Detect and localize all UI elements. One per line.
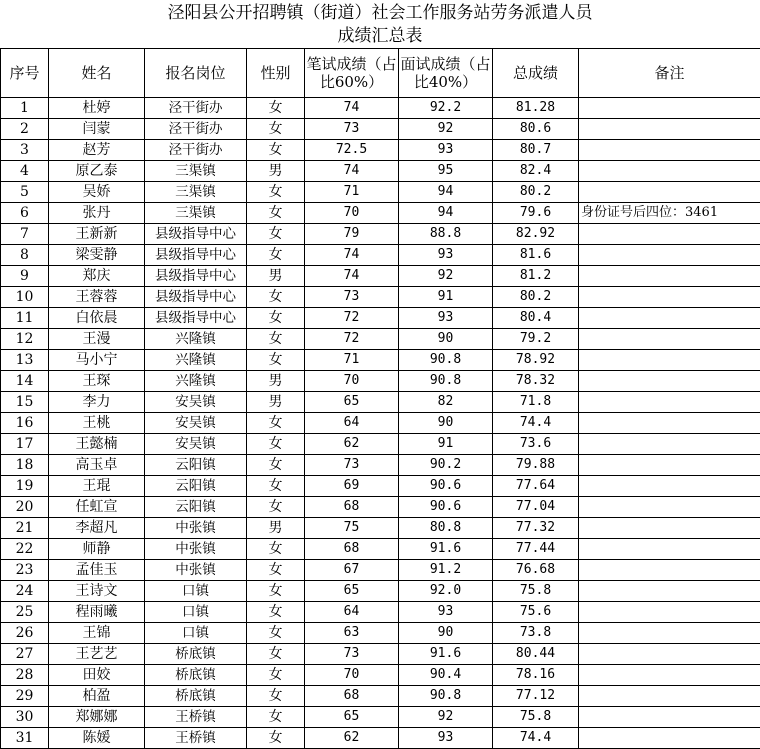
cell-post: 云阳镇 xyxy=(145,455,247,476)
cell-seq: 29 xyxy=(1,686,49,707)
cell-seq: 3 xyxy=(1,140,49,161)
cell-written-score: 75 xyxy=(305,518,399,539)
cell-gender: 女 xyxy=(247,224,305,245)
cell-post: 泾干街办 xyxy=(145,98,247,119)
cell-name: 王漫 xyxy=(49,329,145,350)
cell-written-score: 65 xyxy=(305,392,399,413)
cell-name: 杜婷 xyxy=(49,98,145,119)
cell-total-score: 80.2 xyxy=(493,287,579,308)
cell-seq: 14 xyxy=(1,371,49,392)
table-row xyxy=(1,518,760,539)
cell-name: 王锦 xyxy=(49,623,145,644)
cell-gender: 女 xyxy=(247,329,305,350)
cell-seq: 30 xyxy=(1,707,49,728)
cell-total-score: 71.8 xyxy=(493,392,579,413)
cell-total-score: 75.8 xyxy=(493,581,579,602)
cell-gender: 女 xyxy=(247,686,305,707)
cell-gender: 女 xyxy=(247,140,305,161)
cell-gender: 男 xyxy=(247,518,305,539)
cell-name: 王艺艺 xyxy=(49,644,145,665)
cell-interview-score: 90 xyxy=(399,623,493,644)
cell-post: 县级指导中心 xyxy=(145,308,247,329)
cell-note xyxy=(579,371,760,392)
cell-written-score: 72 xyxy=(305,308,399,329)
table-row xyxy=(1,161,760,182)
cell-gender: 女 xyxy=(247,497,305,518)
table-body xyxy=(1,98,760,749)
cell-note xyxy=(579,140,760,161)
cell-post: 县级指导中心 xyxy=(145,266,247,287)
cell-post: 口镇 xyxy=(145,581,247,602)
cell-gender: 女 xyxy=(247,245,305,266)
cell-written-score: 72 xyxy=(305,329,399,350)
cell-gender: 男 xyxy=(247,392,305,413)
cell-note xyxy=(579,623,760,644)
cell-interview-score: 80.8 xyxy=(399,518,493,539)
cell-interview-score: 93 xyxy=(399,602,493,623)
table-row xyxy=(1,539,760,560)
cell-seq: 15 xyxy=(1,392,49,413)
cell-total-score: 79.6 xyxy=(493,203,579,224)
cell-interview-score: 90.6 xyxy=(399,476,493,497)
cell-name: 王懿楠 xyxy=(49,434,145,455)
cell-seq: 27 xyxy=(1,644,49,665)
cell-interview-score: 93 xyxy=(399,140,493,161)
table-row xyxy=(1,224,760,245)
cell-seq: 4 xyxy=(1,161,49,182)
header-interview-score: 面试成绩（占比40%） xyxy=(399,49,493,98)
cell-written-score: 62 xyxy=(305,728,399,749)
cell-written-score: 68 xyxy=(305,497,399,518)
cell-note xyxy=(579,560,760,581)
cell-name: 任虹宣 xyxy=(49,497,145,518)
cell-seq: 21 xyxy=(1,518,49,539)
cell-written-score: 73 xyxy=(305,455,399,476)
cell-name: 高玉卓 xyxy=(49,455,145,476)
cell-name: 李超凡 xyxy=(49,518,145,539)
cell-gender: 女 xyxy=(247,665,305,686)
cell-interview-score: 90.8 xyxy=(399,686,493,707)
cell-written-score: 70 xyxy=(305,371,399,392)
cell-post: 县级指导中心 xyxy=(145,287,247,308)
cell-interview-score: 93 xyxy=(399,308,493,329)
cell-gender: 男 xyxy=(247,161,305,182)
cell-gender: 男 xyxy=(247,266,305,287)
cell-name: 白依晨 xyxy=(49,308,145,329)
cell-name: 王蓉蓉 xyxy=(49,287,145,308)
cell-total-score: 79.2 xyxy=(493,329,579,350)
cell-seq: 16 xyxy=(1,413,49,434)
cell-written-score: 64 xyxy=(305,602,399,623)
cell-interview-score: 82 xyxy=(399,392,493,413)
cell-written-score: 65 xyxy=(305,581,399,602)
cell-name: 赵芳 xyxy=(49,140,145,161)
cell-note xyxy=(579,581,760,602)
table-row xyxy=(1,644,760,665)
table-row xyxy=(1,434,760,455)
cell-post: 桥底镇 xyxy=(145,644,247,665)
score-summary-table xyxy=(0,48,760,749)
cell-gender: 女 xyxy=(247,560,305,581)
cell-interview-score: 92 xyxy=(399,266,493,287)
table-row xyxy=(1,203,760,224)
cell-seq: 31 xyxy=(1,728,49,749)
cell-seq: 26 xyxy=(1,623,49,644)
cell-name: 师静 xyxy=(49,539,145,560)
header-total-score: 总成绩 xyxy=(493,49,579,98)
cell-interview-score: 94 xyxy=(399,203,493,224)
cell-interview-score: 90.6 xyxy=(399,497,493,518)
header-gender: 性别 xyxy=(247,49,305,98)
cell-total-score: 82.4 xyxy=(493,161,579,182)
cell-gender: 女 xyxy=(247,434,305,455)
cell-total-score: 77.32 xyxy=(493,518,579,539)
table-row xyxy=(1,560,760,581)
cell-gender: 女 xyxy=(247,182,305,203)
cell-name: 梁雯静 xyxy=(49,245,145,266)
cell-note xyxy=(579,350,760,371)
cell-written-score: 65 xyxy=(305,707,399,728)
table-row xyxy=(1,392,760,413)
cell-seq: 1 xyxy=(1,98,49,119)
cell-seq: 12 xyxy=(1,329,49,350)
header-row xyxy=(1,49,760,98)
table-row xyxy=(1,308,760,329)
cell-name: 闫蒙 xyxy=(49,119,145,140)
cell-post: 兴隆镇 xyxy=(145,371,247,392)
cell-interview-score: 93 xyxy=(399,728,493,749)
cell-seq: 23 xyxy=(1,560,49,581)
cell-gender: 女 xyxy=(247,413,305,434)
cell-note xyxy=(579,182,760,203)
cell-written-score: 74 xyxy=(305,161,399,182)
table-row xyxy=(1,266,760,287)
cell-gender: 女 xyxy=(247,707,305,728)
cell-written-score: 79 xyxy=(305,224,399,245)
cell-post: 兴隆镇 xyxy=(145,350,247,371)
cell-seq: 24 xyxy=(1,581,49,602)
table-row xyxy=(1,455,760,476)
cell-seq: 18 xyxy=(1,455,49,476)
table-row xyxy=(1,497,760,518)
cell-written-score: 73 xyxy=(305,644,399,665)
cell-total-score: 78.32 xyxy=(493,371,579,392)
table-row xyxy=(1,476,760,497)
cell-note xyxy=(579,539,760,560)
cell-written-score: 70 xyxy=(305,665,399,686)
cell-gender: 女 xyxy=(247,602,305,623)
cell-written-score: 73 xyxy=(305,119,399,140)
cell-seq: 2 xyxy=(1,119,49,140)
cell-seq: 7 xyxy=(1,224,49,245)
cell-total-score: 75.6 xyxy=(493,602,579,623)
cell-gender: 女 xyxy=(247,581,305,602)
cell-interview-score: 91.6 xyxy=(399,644,493,665)
cell-interview-score: 90.4 xyxy=(399,665,493,686)
cell-interview-score: 90 xyxy=(399,329,493,350)
cell-name: 王琨 xyxy=(49,476,145,497)
cell-gender: 女 xyxy=(247,350,305,371)
cell-seq: 13 xyxy=(1,350,49,371)
cell-post: 安吴镇 xyxy=(145,392,247,413)
cell-interview-score: 90.8 xyxy=(399,350,493,371)
cell-total-score: 74.4 xyxy=(493,728,579,749)
cell-post: 县级指导中心 xyxy=(145,224,247,245)
cell-seq: 5 xyxy=(1,182,49,203)
table-row xyxy=(1,287,760,308)
cell-name: 田姣 xyxy=(49,665,145,686)
cell-total-score: 76.68 xyxy=(493,560,579,581)
cell-post: 云阳镇 xyxy=(145,497,247,518)
cell-note xyxy=(579,455,760,476)
cell-note xyxy=(579,728,760,749)
cell-interview-score: 92 xyxy=(399,119,493,140)
cell-note xyxy=(579,98,760,119)
cell-written-score: 69 xyxy=(305,476,399,497)
cell-total-score: 81.2 xyxy=(493,266,579,287)
cell-gender: 女 xyxy=(247,539,305,560)
cell-interview-score: 92 xyxy=(399,707,493,728)
cell-written-score: 64 xyxy=(305,413,399,434)
cell-written-score: 72.5 xyxy=(305,140,399,161)
header-post: 报名岗位 xyxy=(145,49,247,98)
cell-interview-score: 91.2 xyxy=(399,560,493,581)
cell-interview-score: 92.0 xyxy=(399,581,493,602)
cell-name: 孟佳玉 xyxy=(49,560,145,581)
cell-written-score: 71 xyxy=(305,350,399,371)
cell-gender: 女 xyxy=(247,98,305,119)
cell-interview-score: 91.6 xyxy=(399,539,493,560)
cell-post: 县级指导中心 xyxy=(145,245,247,266)
cell-written-score: 74 xyxy=(305,266,399,287)
cell-seq: 25 xyxy=(1,602,49,623)
cell-interview-score: 95 xyxy=(399,161,493,182)
cell-total-score: 81.28 xyxy=(493,98,579,119)
cell-total-score: 80.6 xyxy=(493,119,579,140)
cell-total-score: 77.64 xyxy=(493,476,579,497)
cell-post: 泾干街办 xyxy=(145,140,247,161)
cell-name: 张丹 xyxy=(49,203,145,224)
cell-name: 王桃 xyxy=(49,413,145,434)
cell-note xyxy=(579,266,760,287)
cell-gender: 女 xyxy=(247,623,305,644)
cell-post: 中张镇 xyxy=(145,560,247,581)
cell-note xyxy=(579,602,760,623)
cell-name: 郑庆 xyxy=(49,266,145,287)
cell-post: 安吴镇 xyxy=(145,413,247,434)
cell-interview-score: 88.8 xyxy=(399,224,493,245)
cell-post: 兴隆镇 xyxy=(145,329,247,350)
cell-total-score: 78.16 xyxy=(493,665,579,686)
cell-total-score: 80.44 xyxy=(493,644,579,665)
cell-gender: 女 xyxy=(247,203,305,224)
cell-seq: 20 xyxy=(1,497,49,518)
table-row xyxy=(1,665,760,686)
cell-interview-score: 90.8 xyxy=(399,371,493,392)
header-note: 备注 xyxy=(579,49,760,98)
cell-post: 中张镇 xyxy=(145,539,247,560)
table-row xyxy=(1,371,760,392)
cell-seq: 10 xyxy=(1,287,49,308)
cell-written-score: 62 xyxy=(305,434,399,455)
table-row xyxy=(1,119,760,140)
cell-post: 安吴镇 xyxy=(145,434,247,455)
cell-interview-score: 93 xyxy=(399,245,493,266)
cell-total-score: 80.7 xyxy=(493,140,579,161)
cell-name: 程雨曦 xyxy=(49,602,145,623)
cell-note xyxy=(579,518,760,539)
cell-interview-score: 92.2 xyxy=(399,98,493,119)
cell-total-score: 77.12 xyxy=(493,686,579,707)
cell-note xyxy=(579,329,760,350)
table-row xyxy=(1,581,760,602)
cell-written-score: 67 xyxy=(305,560,399,581)
table-subtitle: 成绩汇总表 xyxy=(337,26,423,46)
cell-written-score: 74 xyxy=(305,98,399,119)
cell-total-score: 78.92 xyxy=(493,350,579,371)
cell-name: 李力 xyxy=(49,392,145,413)
cell-seq: 17 xyxy=(1,434,49,455)
table-row xyxy=(1,350,760,371)
cell-note xyxy=(579,119,760,140)
table-row xyxy=(1,140,760,161)
table-row xyxy=(1,686,760,707)
cell-total-score: 80.4 xyxy=(493,308,579,329)
cell-name: 陈媛 xyxy=(49,728,145,749)
cell-written-score: 63 xyxy=(305,623,399,644)
cell-total-score: 80.2 xyxy=(493,182,579,203)
cell-interview-score: 94 xyxy=(399,182,493,203)
table-row xyxy=(1,602,760,623)
cell-note xyxy=(579,308,760,329)
cell-total-score: 81.6 xyxy=(493,245,579,266)
cell-gender: 女 xyxy=(247,455,305,476)
cell-name: 原乙泰 xyxy=(49,161,145,182)
cell-note: 身份证号后四位：3461 xyxy=(579,203,760,224)
cell-written-score: 68 xyxy=(305,686,399,707)
cell-interview-score: 91 xyxy=(399,287,493,308)
table-row xyxy=(1,329,760,350)
cell-post: 三渠镇 xyxy=(145,203,247,224)
cell-total-score: 73.8 xyxy=(493,623,579,644)
cell-post: 口镇 xyxy=(145,602,247,623)
cell-total-score: 73.6 xyxy=(493,434,579,455)
table-row xyxy=(1,245,760,266)
cell-total-score: 74.4 xyxy=(493,413,579,434)
cell-seq: 6 xyxy=(1,203,49,224)
cell-name: 王琛 xyxy=(49,371,145,392)
table-row xyxy=(1,98,760,119)
table-row xyxy=(1,413,760,434)
cell-note xyxy=(579,224,760,245)
cell-written-score: 68 xyxy=(305,539,399,560)
cell-seq: 9 xyxy=(1,266,49,287)
cell-name: 王诗文 xyxy=(49,581,145,602)
cell-gender: 女 xyxy=(247,308,305,329)
cell-note xyxy=(579,287,760,308)
table-row xyxy=(1,623,760,644)
table-row xyxy=(1,728,760,749)
cell-seq: 28 xyxy=(1,665,49,686)
cell-written-score: 73 xyxy=(305,287,399,308)
cell-interview-score: 91 xyxy=(399,434,493,455)
cell-note xyxy=(579,434,760,455)
cell-note xyxy=(579,686,760,707)
cell-note xyxy=(579,497,760,518)
cell-post: 泾干街办 xyxy=(145,119,247,140)
cell-name: 王新新 xyxy=(49,224,145,245)
cell-total-score: 75.8 xyxy=(493,707,579,728)
cell-post: 口镇 xyxy=(145,623,247,644)
cell-note xyxy=(579,413,760,434)
cell-note xyxy=(579,245,760,266)
cell-interview-score: 90.2 xyxy=(399,455,493,476)
cell-total-score: 79.88 xyxy=(493,455,579,476)
cell-note xyxy=(579,665,760,686)
table-title: 泾阳县公开招聘镇（街道）社会工作服务站劳务派遣人员 xyxy=(167,3,593,23)
cell-seq: 11 xyxy=(1,308,49,329)
cell-total-score: 82.92 xyxy=(493,224,579,245)
cell-post: 三渠镇 xyxy=(145,161,247,182)
cell-seq: 22 xyxy=(1,539,49,560)
cell-note xyxy=(579,644,760,665)
cell-seq: 19 xyxy=(1,476,49,497)
cell-post: 三渠镇 xyxy=(145,182,247,203)
cell-note xyxy=(579,476,760,497)
cell-post: 桥底镇 xyxy=(145,686,247,707)
cell-gender: 女 xyxy=(247,476,305,497)
cell-name: 吴娇 xyxy=(49,182,145,203)
header-seq: 序号 xyxy=(1,49,49,98)
cell-gender: 女 xyxy=(247,644,305,665)
cell-written-score: 71 xyxy=(305,182,399,203)
cell-written-score: 74 xyxy=(305,245,399,266)
cell-total-score: 77.44 xyxy=(493,539,579,560)
table-row xyxy=(1,707,760,728)
cell-note xyxy=(579,392,760,413)
cell-post: 王桥镇 xyxy=(145,728,247,749)
cell-written-score: 70 xyxy=(305,203,399,224)
header-name: 姓名 xyxy=(49,49,145,98)
cell-post: 王桥镇 xyxy=(145,707,247,728)
cell-note xyxy=(579,161,760,182)
cell-gender: 女 xyxy=(247,119,305,140)
cell-name: 郑娜娜 xyxy=(49,707,145,728)
header-written-score: 笔试成绩（占比60%） xyxy=(305,49,399,98)
cell-post: 桥底镇 xyxy=(145,665,247,686)
cell-name: 柏盈 xyxy=(49,686,145,707)
cell-interview-score: 90 xyxy=(399,413,493,434)
cell-gender: 男 xyxy=(247,371,305,392)
cell-seq: 8 xyxy=(1,245,49,266)
table-row xyxy=(1,182,760,203)
cell-note xyxy=(579,707,760,728)
cell-name: 马小宁 xyxy=(49,350,145,371)
cell-gender: 女 xyxy=(247,287,305,308)
cell-total-score: 77.04 xyxy=(493,497,579,518)
cell-post: 云阳镇 xyxy=(145,476,247,497)
cell-post: 中张镇 xyxy=(145,518,247,539)
cell-gender: 女 xyxy=(247,728,305,749)
